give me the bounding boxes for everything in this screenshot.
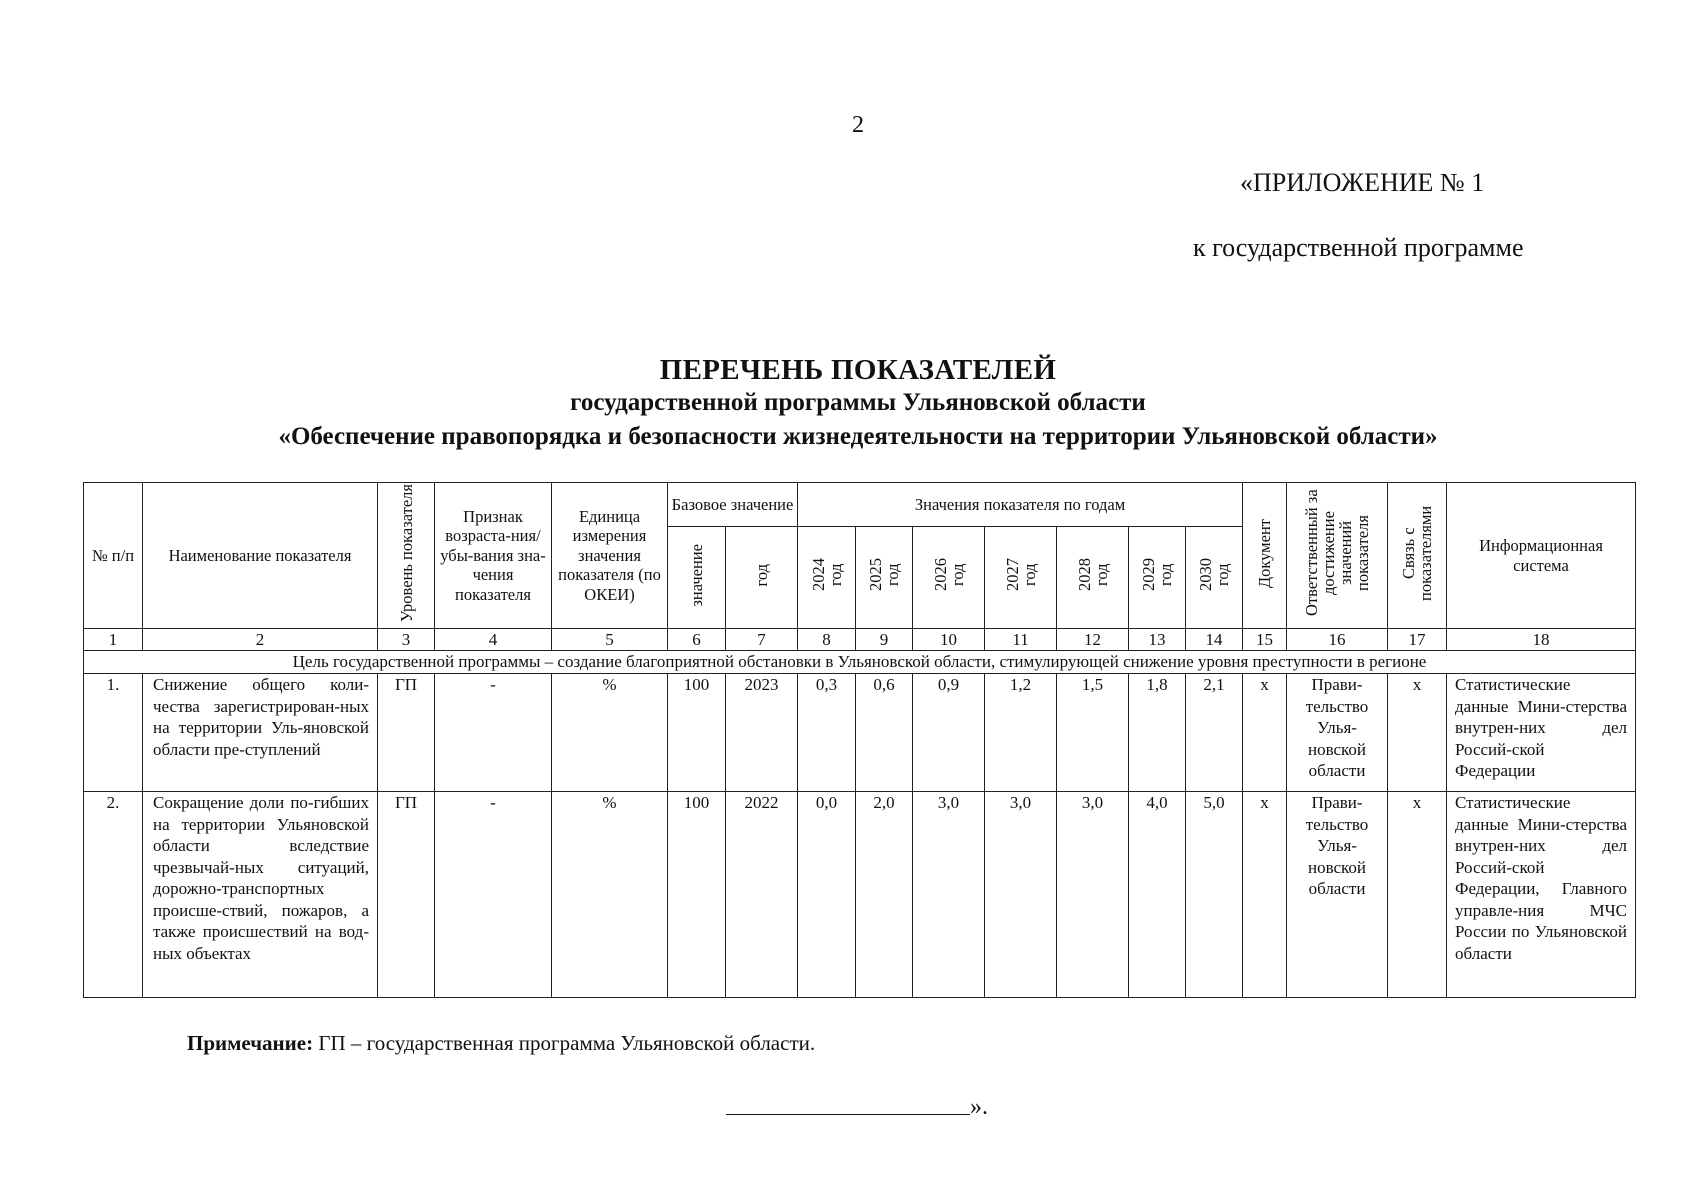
header-info-system: Информационная система <box>1447 483 1636 629</box>
column-number: 8 <box>798 629 856 651</box>
base-year: 2022 <box>726 792 798 998</box>
column-number: 14 <box>1186 629 1243 651</box>
responsible-cell: Прави-тельство Улья-новской области <box>1287 674 1388 792</box>
footnote <box>187 1031 815 1056</box>
column-number: 13 <box>1129 629 1186 651</box>
header-base-group: Базовое значение <box>668 483 798 527</box>
value-2028: 1,5 <box>1057 674 1129 792</box>
base-value: 100 <box>668 674 726 792</box>
indicator-trend: - <box>435 674 552 792</box>
header-year-2028 <box>1057 527 1129 629</box>
appendix-subtitle: к государственной программе <box>1193 233 1524 262</box>
header-year-2024-text: 2024 год <box>808 558 845 592</box>
header-year-2025 <box>856 527 913 629</box>
indicator-unit: % <box>552 792 668 998</box>
column-number: 16 <box>1287 629 1388 651</box>
header-year-2029 <box>1129 527 1186 629</box>
closing-quote: ». <box>970 1094 988 1120</box>
indicator-level: ГП <box>378 792 435 998</box>
column-number: 5 <box>552 629 668 651</box>
column-number: 4 <box>435 629 552 651</box>
header-year-2026 <box>913 527 985 629</box>
footnote-label: Примечание: <box>187 1031 314 1055</box>
header-year-2026-text: 2026 год <box>930 558 967 592</box>
base-value: 100 <box>668 792 726 998</box>
header-base-year <box>726 527 798 629</box>
header-name: Наименование показателя <box>143 483 378 629</box>
header-level <box>378 483 435 629</box>
program-name: «Обеспечение правопорядка и безопасности жизнедеятельности на территории Ульяновской области» <box>278 423 1438 450</box>
header-unit: Единица измерения значения показателя (по ОКЕИ) <box>552 483 668 629</box>
document-subtitle: государственной программы Ульяновской области <box>570 389 1146 416</box>
header-responsible-text: Ответственный за достижение значений показателя <box>1302 489 1373 617</box>
header-level-text: Уровень показателя <box>396 484 416 623</box>
value-2026: 0,9 <box>913 674 985 792</box>
value-2025: 2,0 <box>856 792 913 998</box>
indicator-name: Сокращение доли по-гибших на территории Ульяновской области вследствие чрезвычай-ных ситуаций, дорожно-транспортных происше-ствий, пожаров, а также происшествий на вод-ных объектах <box>143 792 378 998</box>
header-year-2030 <box>1186 527 1243 629</box>
column-number: 18 <box>1447 629 1636 651</box>
indicator-name: Снижение общего коли-чества зарегистрирован-ных на территории Уль-яновской области пре-ступлений <box>143 674 378 792</box>
responsible-cell: Прави-тельство Улья-новской области <box>1287 792 1388 998</box>
column-number: 10 <box>913 629 985 651</box>
value-2027: 1,2 <box>985 674 1057 792</box>
header-year-2027-text: 2027 год <box>1002 558 1039 592</box>
document-cell: х <box>1243 792 1287 998</box>
row-num: 2. <box>84 792 143 998</box>
value-2024: 0,0 <box>798 792 856 998</box>
column-number: 7 <box>726 629 798 651</box>
base-year: 2023 <box>726 674 798 792</box>
column-number: 9 <box>856 629 913 651</box>
footnote-text: ГП – государственная программа Ульяновской области. <box>313 1031 816 1055</box>
indicator-trend: - <box>435 792 552 998</box>
header-year-2028-text: 2028 год <box>1074 558 1111 592</box>
header-trend: Признак возраста-ния/ убы-вания зна-чения показателя <box>435 483 552 629</box>
value-2024: 0,3 <box>798 674 856 792</box>
header-link-text: Связь с показателями <box>1399 505 1436 601</box>
column-number: 17 <box>1388 629 1447 651</box>
table-row <box>84 792 1636 998</box>
header-base-year-text: год <box>752 563 771 587</box>
document-title: ПЕРЕЧЕНЬ ПОКАЗАТЕЛЕЙ <box>659 354 1057 386</box>
value-2029: 4,0 <box>1129 792 1186 998</box>
value-2030: 5,0 <box>1186 792 1243 998</box>
program-goal: Цель государственной программы – создание благоприятной обстановки в Ульяновской области, стимулирующей снижение уровня преступности в регионе <box>84 651 1636 674</box>
header-years-group: Значения показателя по годам <box>798 483 1243 527</box>
row-num: 1. <box>84 674 143 792</box>
header-year-2025-text: 2025 год <box>866 558 903 592</box>
header-document-text: Документ <box>1255 518 1275 588</box>
header-link <box>1388 483 1447 629</box>
page-number: 2 <box>852 112 864 138</box>
header-year-2029-text: 2029 год <box>1139 558 1176 592</box>
header-num: № п/п <box>84 483 143 629</box>
column-number: 11 <box>985 629 1057 651</box>
value-2025: 0,6 <box>856 674 913 792</box>
info-system-cell: Статистические данные Мини-стерства внутрен-них дел Россий-ской Федерации, Главного управле-ния МЧС России по Ульяновской области <box>1447 792 1636 998</box>
indicator-level: ГП <box>378 674 435 792</box>
value-2028: 3,0 <box>1057 792 1129 998</box>
link-cell: х <box>1388 792 1447 998</box>
header-document <box>1243 483 1287 629</box>
value-2030: 2,1 <box>1186 674 1243 792</box>
link-cell: х <box>1388 674 1447 792</box>
table-row <box>84 674 1636 792</box>
indicator-unit: % <box>552 674 668 792</box>
document-cell: х <box>1243 674 1287 792</box>
header-year-2030-text: 2030 год <box>1196 558 1233 592</box>
indicators-table <box>83 482 1636 998</box>
column-number: 15 <box>1243 629 1287 651</box>
closing-line <box>726 1114 970 1115</box>
value-2029: 1,8 <box>1129 674 1186 792</box>
appendix-title: «ПРИЛОЖЕНИЕ № 1 <box>1240 168 1485 197</box>
value-2026: 3,0 <box>913 792 985 998</box>
column-number: 3 <box>378 629 435 651</box>
header-base-value-text: значение <box>687 543 706 607</box>
column-number: 6 <box>668 629 726 651</box>
header-year-2027 <box>985 527 1057 629</box>
header-base-value <box>668 527 726 629</box>
column-number: 2 <box>143 629 378 651</box>
column-number: 12 <box>1057 629 1129 651</box>
info-system-cell: Статистические данные Мини-стерства внутрен-них дел Россий-ской Федерации <box>1447 674 1636 792</box>
value-2027: 3,0 <box>985 792 1057 998</box>
header-year-2024 <box>798 527 856 629</box>
header-responsible <box>1287 483 1388 629</box>
column-number: 1 <box>84 629 143 651</box>
